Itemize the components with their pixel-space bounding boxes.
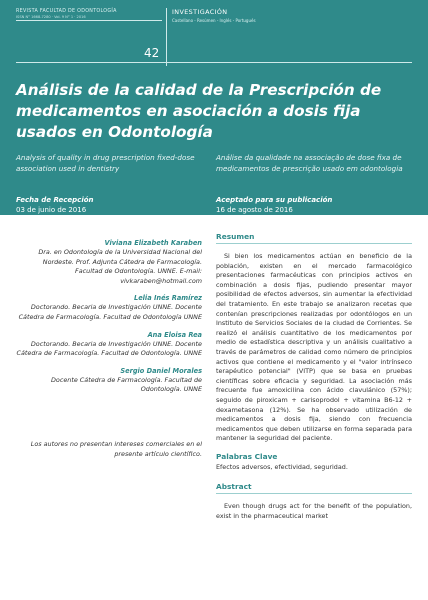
author-entry [16,330,202,359]
journal-issue: ISSN N° 1668-7280 · Vol. 9 N° 1 · 2016 [16,15,86,19]
received-date: 03 de junio de 2016 [16,206,87,214]
section-rule [216,243,412,244]
abstract-heading: Abstract [216,482,252,492]
author-name: Viviana Elizabeth Karaben [104,239,202,247]
section-rule [216,493,412,494]
article-title-english: Analysis of quality in drug prescription fixed-dose association used in dentistry [16,153,195,173]
journal-name: REVISTA FACULTAD DE ODONTOLOGÍA [16,9,117,14]
header-vertical-divider [166,8,167,66]
author-affiliation: Doctorando. Becaria de Investigación UNNE. Docente Cátedra de Farmacología. Facultad de Odontología. UNNE [16,339,202,358]
author-entry [16,366,202,395]
publication-dates [0,192,428,220]
author-name: Lelia Inés Ramírez [134,294,202,303]
received-label: Fecha de Recepción [16,196,94,204]
author-affiliation: Doctorando. Becaria de Investigación UNNE. Docente Cátedra de Farmacología. Facultad de Odontología UNNE [18,303,202,321]
section-label: INVESTIGACIÓN [172,8,228,16]
journal-masthead [16,8,161,20]
article-title: Análisis de la calidad de la Prescripción de medicamentos en asociación a dosis fija usados en Odontología [16,81,382,141]
author-list [16,238,202,402]
resumen-text: Si bien los medicamentos actúan en beneficio de la población, existen en el mercado farmacológico presentaciones farmacéuticas con principios activos en combinación a dosis fijas, pudiendo presentar mayor posibilidad de efectos adversos, sin aumentar la efectividad del tratamiento. En este trabajo se analizaron recetas que contenían prescripciones realizadas por odontólogos en un Instituto de Servicios Sociales de la ciudad de Corrientes. Se realizó el análisis cuantitativo de los medicamentos por medio de estadística descriptiva y un análisis cualitativo a través de parámetros de calidad como número de principios activos que contiene el medicamento y el "valor intrínseco terapéutico potencial" (VITP) que se basa en pruebas científicas sobre eficacia y seguridad. La asociación más frecuente fue amoxicilina con ácido clavulánico (57%); seguido de piroxicam + carisoprodol + vitamina B6-12 + dexametasona (12%). Se ha observado utilización de medicamentos a dosis fija, siendo con frecuencia medicamentos que deben utilizarse en forma separada para mantener la seguridad del paciente. [216,252,412,443]
accepted-date: 16 de agosto de 2016 [216,206,293,214]
masthead-divider [16,20,162,21]
keywords-heading: Palabras Clave [216,451,278,461]
teal-header-band [0,0,428,215]
author-entry [16,293,202,322]
conflict-of-interest-statement: Los autores no presentan intereses comerciales en el presente artículo científico. [30,440,202,458]
header-divider [16,62,412,63]
author-entry [16,238,202,286]
section-languages: Castellano - Resúmen - Inglés - Portugués [172,18,256,23]
author-name: Sergio Daniel Morales [120,366,202,375]
page-number: 42 [144,46,160,60]
author-affiliation: Dra. en Odontología de la Universidad Nacional del Nordeste. Prof. Adjunta Cátedra de Farmacología. Facultad de Odontología. UNNE. E-mail: vivkaraben@hotmail.com [38,248,202,285]
article-title-portuguese: Análise da qualidade na associação de dose fixa de medicamentos de prescrição usado em odontologia [216,153,403,173]
author-name: Ana Eloisa Rea [147,330,202,339]
keywords-text: Efectos adversos, efectividad, seguridad. [216,462,348,471]
abstract-text: Even though drugs act for the benefit of the population, exist in the pharmaceutical market [216,502,412,521]
summary-column [216,232,412,530]
author-affiliation: Docente Cátedra de Farmacología. Facultad de Odontología. UNNE [51,375,202,394]
accepted-label: Aceptado para su publicación [216,196,333,204]
resumen-heading: Resumen [216,232,255,241]
